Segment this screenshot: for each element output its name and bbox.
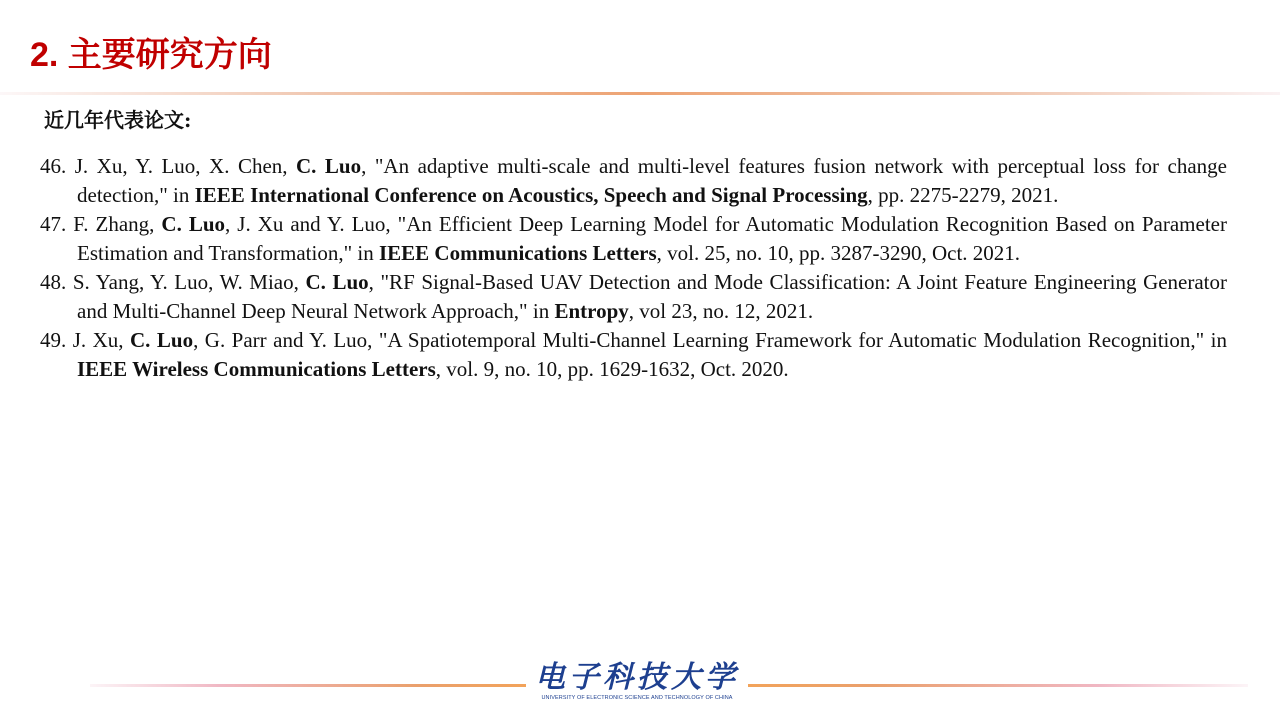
publication-item (40, 326, 1227, 384)
publication-number: 46. (40, 154, 67, 178)
publication-title: , G. Parr and Y. Luo, "A Spatiotemporal Multi-Channel Learning Framework for Automatic Modulation Recognition," in (193, 328, 1227, 352)
publication-details: , pp. 2275-2279, 2021. (867, 183, 1059, 207)
publication-details: , vol 23, no. 12, 2021. (628, 299, 814, 323)
publication-venue: IEEE Wireless Communications Letters (77, 357, 436, 381)
publication-details: , vol. 9, no. 10, pp. 1629-1632, Oct. 2020. (435, 357, 789, 381)
highlight-author: C. Luo (161, 212, 226, 236)
publication-authors: J. Xu, (72, 328, 130, 352)
footer-divider-left (90, 684, 526, 687)
publication-title: , "An adaptive multi-scale and multi-level features fusion network with perceptual loss for change detection," in (77, 154, 1228, 207)
publication-title: , J. Xu and Y. Luo, "An Efficient Deep Learning Model for Automatic Modulation Recognition Based on Parameter Estimation and Transformation," in (77, 212, 1227, 265)
publication-item (40, 268, 1227, 326)
highlight-author: C. Luo (296, 154, 362, 178)
highlight-author: C. Luo (130, 328, 194, 352)
publication-item (40, 210, 1227, 268)
section-heading: 近几年代表论文: (44, 108, 192, 132)
publication-number: 49. (40, 328, 67, 352)
highlight-author: C. Luo (305, 270, 369, 294)
title-divider (0, 92, 1280, 95)
publication-authors: S. Yang, Y. Luo, W. Miao, (72, 270, 306, 294)
slide-title: 2. 主要研究方向 (30, 36, 272, 74)
publication-list (40, 152, 1227, 384)
publication-number: 47. (40, 212, 67, 236)
university-logo (528, 662, 746, 704)
publication-title: , "RF Signal-Based UAV Detection and Mode Classification: A Joint Feature Engineering Generator and Multi-Channel Deep Neural Network Approach," in (77, 270, 1228, 323)
publication-details: , vol. 25, no. 10, pp. 3287-3290, Oct. 2021. (656, 241, 1021, 265)
publication-authors: F. Zhang, (73, 212, 162, 236)
publication-number: 48. (40, 270, 67, 294)
publication-venue: Entropy (554, 299, 629, 323)
logo-text-en: UNIVERSITY OF ELECTRONIC SCIENCE AND TECHNOLOGY OF CHINA (541, 695, 733, 701)
logo-text-cn: 电子科技大学 (535, 660, 739, 695)
publication-venue: IEEE International Conference on Acoustics, Speech and Signal Processing (194, 183, 868, 207)
publication-authors: J. Xu, Y. Luo, X. Chen, (74, 154, 297, 178)
footer-divider-right (748, 684, 1248, 687)
publication-item (40, 152, 1227, 210)
publication-venue: IEEE Communications Letters (378, 241, 657, 265)
